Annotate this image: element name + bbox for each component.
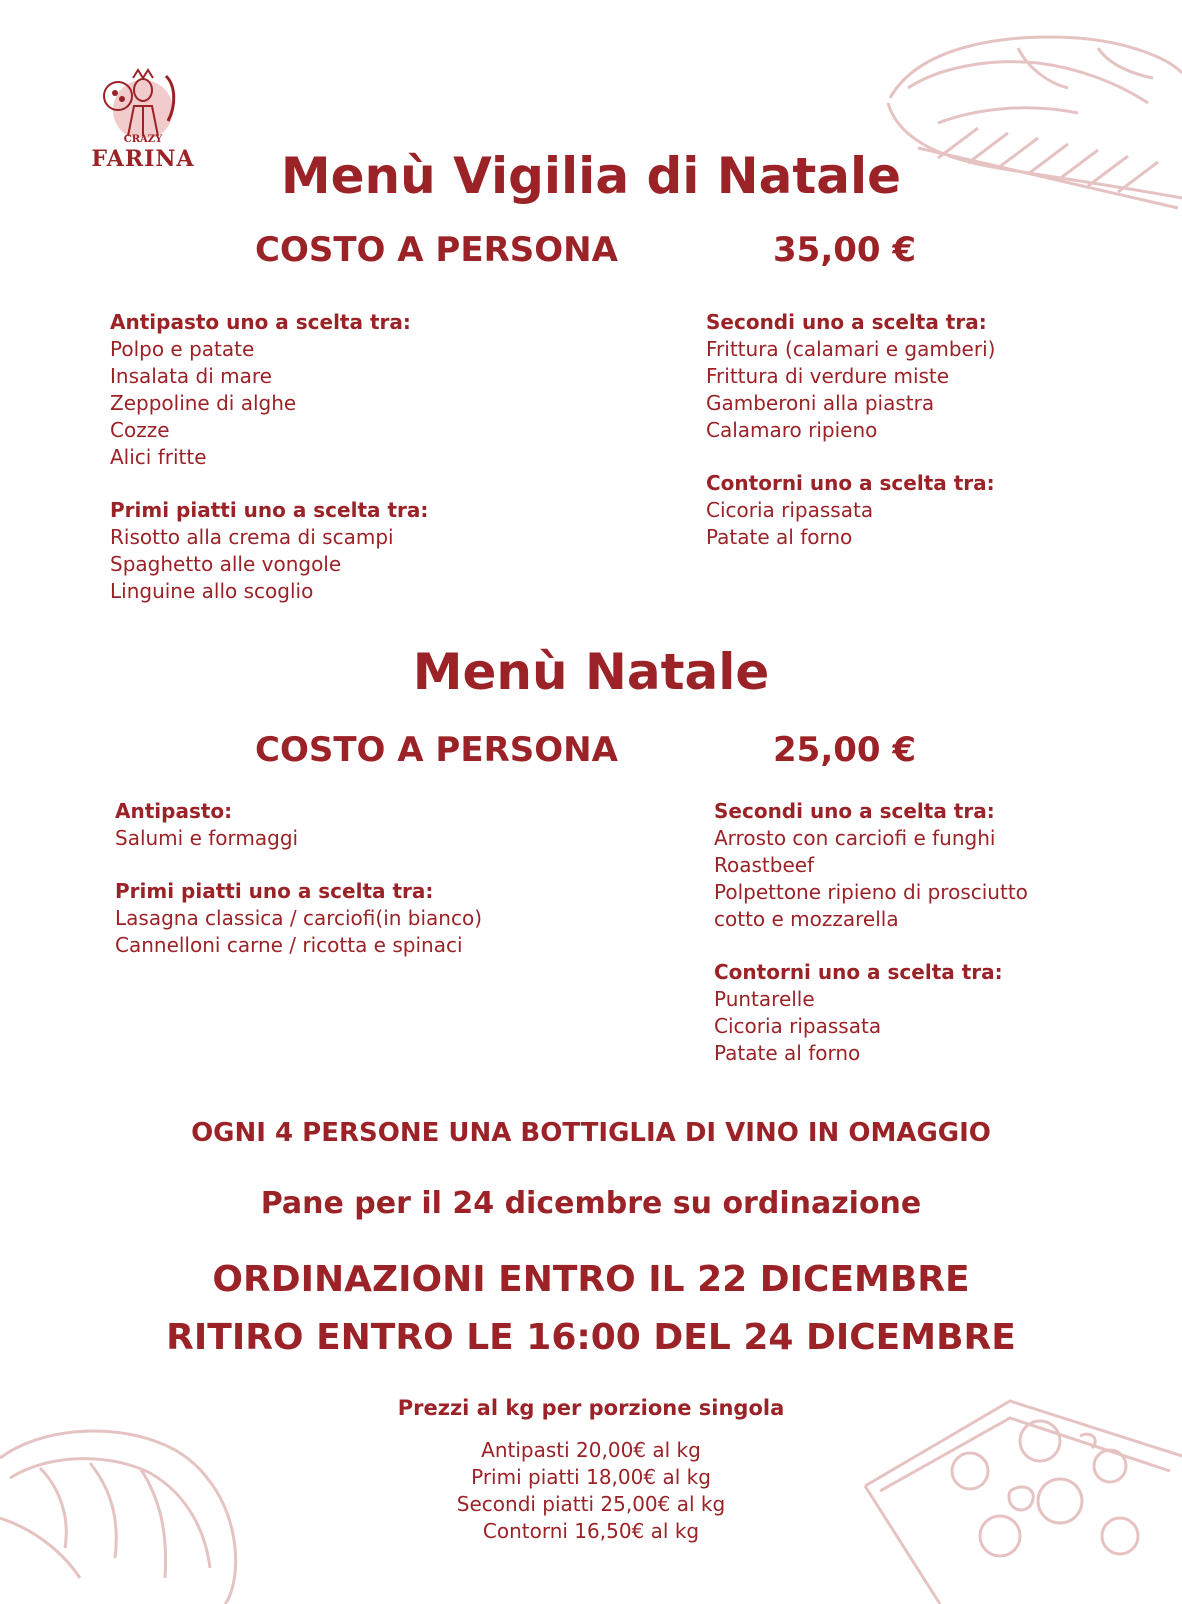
wine-offer-note: OGNI 4 PERSONE UNA BOTTIGLIA DI VINO IN OMAGGIO — [191, 1118, 991, 1148]
menu2-primi-section — [115, 878, 635, 959]
menu1-title: Menù Vigilia di Natale — [280, 147, 902, 205]
menu2-price-value: 25,00 € — [773, 730, 917, 770]
order-deadline-note: ORDINAZIONI ENTRO IL 22 DICEMBRE — [212, 1259, 970, 1300]
list-item: Frittura di verdure miste — [706, 364, 950, 388]
per-kg-list — [0, 1437, 1182, 1545]
list-item: Linguine allo scoglio — [110, 579, 314, 603]
menu1-price-row — [255, 228, 935, 272]
list-item: Polpettone ripieno di prosciutto — [714, 880, 1028, 904]
bread-order-note: Pane per il 24 dicembre su ordinazione — [260, 1186, 922, 1221]
list-item: cotto e mozzarella — [714, 907, 899, 931]
list-item: Gamberoni alla piastra — [706, 391, 935, 415]
list-item: Roastbeef — [714, 853, 815, 877]
section-title: Antipasto uno a scelta tra: — [110, 310, 411, 334]
menu2-secondi-section — [714, 798, 1154, 933]
list-item: Polpo e patate — [110, 337, 255, 361]
section-title: Contorni uno a scelta tra: — [706, 471, 995, 495]
menu2-right-column — [714, 798, 1154, 1093]
menu2-left-column — [115, 798, 635, 985]
menu1-left-column — [110, 309, 630, 631]
section-title: Primi piatti uno a scelta tra: — [115, 879, 434, 903]
menu1-right-column — [706, 309, 1126, 577]
list-item: Salumi e formaggi — [115, 826, 299, 850]
menu1-contorni-section — [706, 470, 1126, 551]
menu1-secondi-section — [706, 309, 1126, 444]
list-item: Puntarelle — [714, 987, 815, 1011]
pickup-deadline-note: RITIRO ENTRO LE 16:00 DEL 24 DICEMBRE — [166, 1317, 1016, 1358]
list-item: Spaghetto alle vongole — [110, 552, 342, 576]
section-title: Primi piatti uno a scelta tra: — [110, 498, 429, 522]
list-item: Lasagna classica / carciofi(in bianco) — [115, 906, 483, 930]
list-item: Calamaro ripieno — [706, 418, 878, 442]
list-item: Risotto alla crema di scampi — [110, 525, 394, 549]
menu1-price-label: COSTO A PERSONA — [255, 230, 618, 270]
list-item: Frittura (calamari e gamberi) — [706, 337, 996, 361]
list-item: Cicoria ripassata — [714, 1014, 882, 1038]
menu1-antipasto-section — [110, 309, 630, 471]
list-item: Patate al forno — [706, 525, 853, 549]
per-kg-title: Prezzi al kg per porzione singola — [397, 1396, 785, 1420]
logo-farina-text: FARINA — [91, 146, 195, 172]
chef-logo-icon — [88, 66, 198, 138]
list-item: Patate al forno — [714, 1041, 861, 1065]
list-item: Cozze — [110, 418, 170, 442]
list-item: Antipasti 20,00€ al kg — [481, 1438, 701, 1462]
list-item: Arrosto con carciofi e funghi — [714, 826, 996, 850]
list-item: Alici fritte — [110, 445, 207, 469]
list-item: Primi piatti 18,00€ al kg — [471, 1465, 711, 1489]
section-title: Secondi uno a scelta tra: — [714, 799, 995, 823]
menu1-price-value: 35,00 € — [773, 230, 917, 270]
section-title: Contorni uno a scelta tra: — [714, 960, 1003, 984]
list-item: Contorni 16,50€ al kg — [482, 1519, 700, 1543]
logo-crazy-text: CRAZY — [123, 134, 163, 145]
menu2-price-row — [255, 728, 935, 772]
list-item: Insalata di mare — [110, 364, 272, 388]
menu2-price-label: COSTO A PERSONA — [255, 730, 618, 770]
menu1-primi-section — [110, 497, 630, 605]
list-item: Cicoria ripassata — [706, 498, 874, 522]
menu2-antipasto-section — [115, 798, 635, 852]
menu2-title: Menù Natale — [412, 643, 770, 701]
list-item: Zeppoline di alghe — [110, 391, 297, 415]
list-item: Cannelloni carne / ricotta e spinaci — [115, 933, 463, 957]
list-item: Secondi piatti 25,00€ al kg — [456, 1492, 726, 1516]
section-title: Secondi uno a scelta tra: — [706, 310, 987, 334]
menu2-contorni-section — [714, 959, 1154, 1067]
section-title: Antipasto: — [115, 799, 233, 823]
